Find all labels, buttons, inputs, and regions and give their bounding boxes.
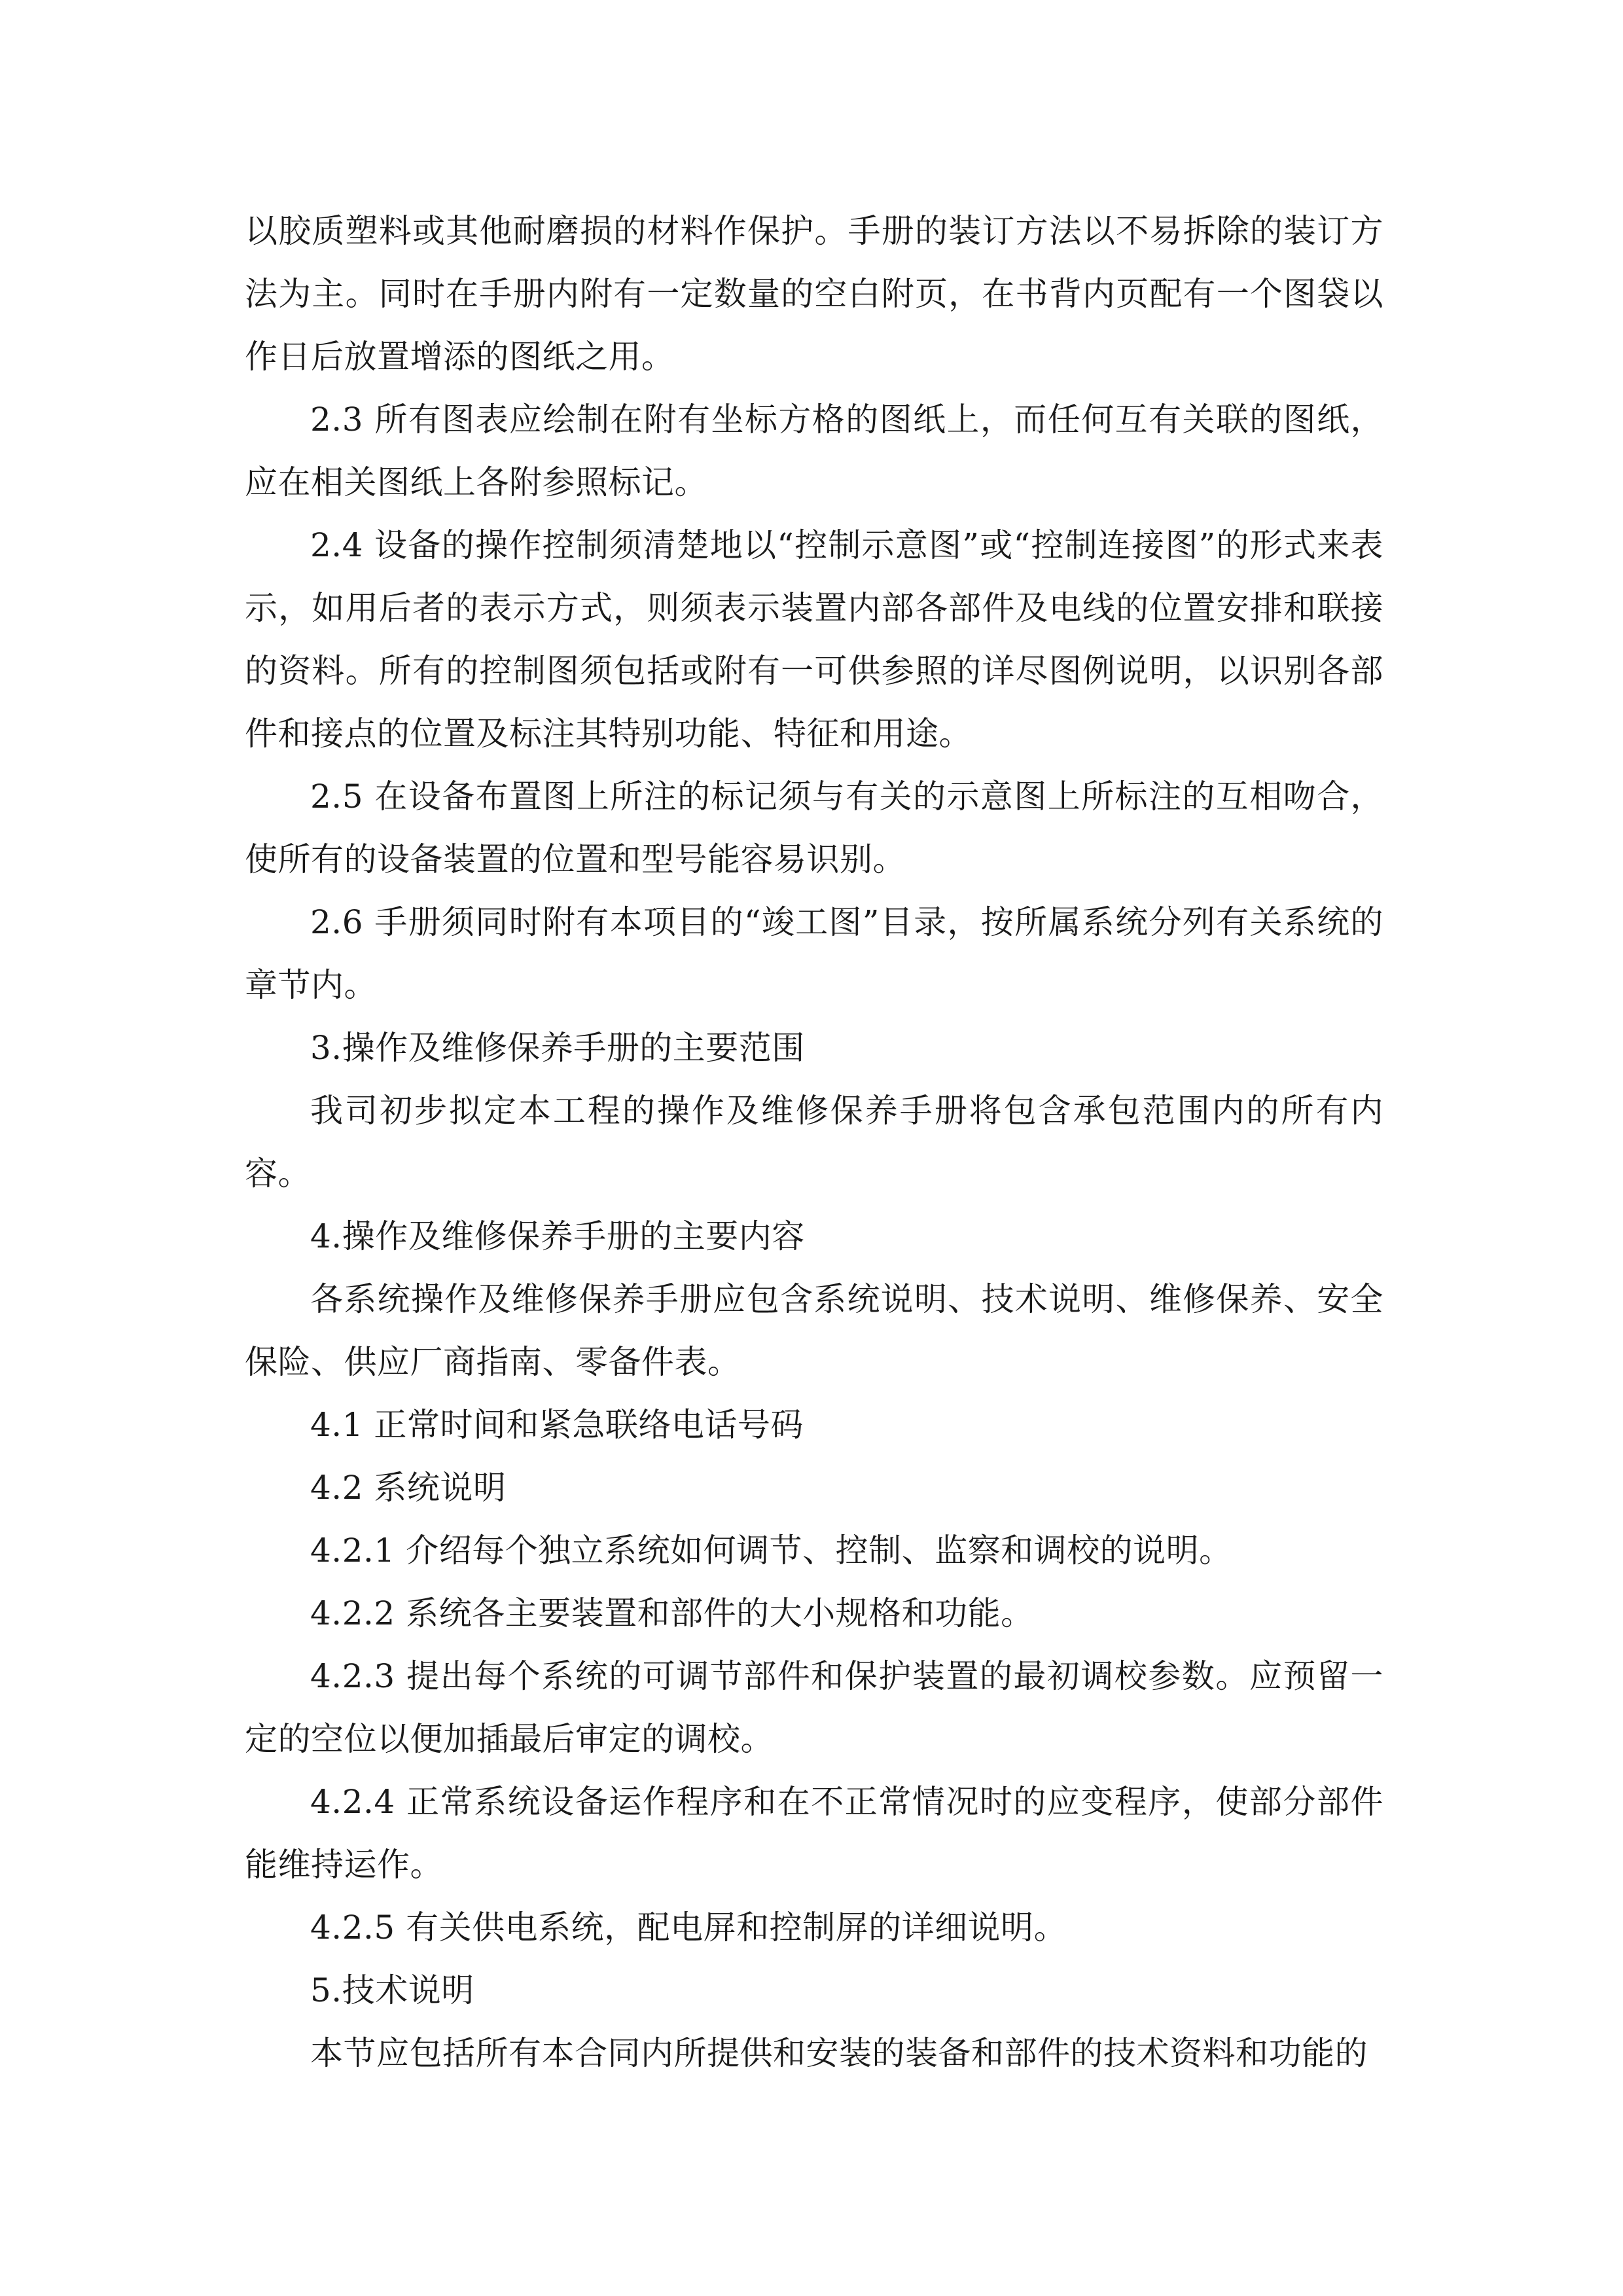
- paragraph-2-3: 2.3 所有图表应绘制在附有坐标方格的图纸上，而任何互有关联的图纸，应在相关图纸上各附参照标记。: [245, 401, 1383, 501]
- section-heading-3: 3.操作及维修保养手册的主要范围: [310, 1029, 805, 1067]
- paragraph-4-2-3: 4.2.3 提出每个系统的可调节部件和保护装置的最初调校参数。应预留一定的空位以便加插最后审定的调校。: [245, 1657, 1383, 1758]
- paragraph-4-2-2: 4.2.2 系统各主要装置和部件的大小规格和功能。: [310, 1594, 1034, 1632]
- paragraph-4-1: 4.1 正常时间和紧急联络电话号码: [310, 1406, 804, 1444]
- paragraph-2-5: 2.5 在设备布置图上所注的标记须与有关的示意图上所标注的互相吻合，使所有的设备装置的位置和型号能容易识别。: [245, 778, 1383, 878]
- paragraph-4-2-1: 4.2.1 介绍每个独立系统如何调节、控制、监察和调校的说明。: [310, 1532, 1232, 1570]
- paragraph-4-2-5: 4.2.5 有关供电系统，配电屏和控制屏的详细说明。: [310, 1909, 1067, 1946]
- paragraph-2-6: 2.6 手册须同时附有本项目的“竣工图”目录，按所属系统分列有关系统的章节内。: [245, 903, 1383, 1004]
- paragraph-5-body: 本节应包括所有本合同内所提供和安装的装备和部件的技术资料和功能的: [310, 2034, 1368, 2072]
- paragraph-2-4: 2.4 设备的操作控制须清楚地以“控制示意图”或“控制连接图”的形式来表示，如用后者的表示方式，则须表示装置内部各部件及电线的位置安排和联接的资料。所有的控制图须包括或附有一可供参照的详尽图例说明，以识别各部件和接点的位置及标注其特别功能、特征和用途。: [245, 526, 1383, 753]
- paragraph-4-body: 各系统操作及维修保养手册应包含系统说明、技术说明、维修保养、安全保险、供应厂商指南、零备件表。: [245, 1280, 1383, 1381]
- document-body: [245, 200, 1383, 2085]
- section-heading-4: 4.操作及维修保养手册的主要内容: [310, 1217, 805, 1255]
- paragraph-binding-method: 以胶质塑料或其他耐磨损的材料作保护。手册的装订方法以不易拆除的装订方法为主。同时在手册内附有一定数量的空白附页，在书背内页配有一个图袋以作日后放置增添的图纸之用。: [245, 212, 1383, 376]
- paragraph-3-body: 我司初步拟定本工程的操作及维修保养手册将包含承包范围内的所有内容。: [245, 1092, 1383, 1193]
- paragraph-4-2-4: 4.2.4 正常系统设备运作程序和在不正常情况时的应变程序，使部分部件能维持运作。: [245, 1783, 1383, 1884]
- section-heading-5: 5.技术说明: [310, 1971, 474, 2009]
- paragraph-4-2: 4.2 系统说明: [310, 1469, 507, 1507]
